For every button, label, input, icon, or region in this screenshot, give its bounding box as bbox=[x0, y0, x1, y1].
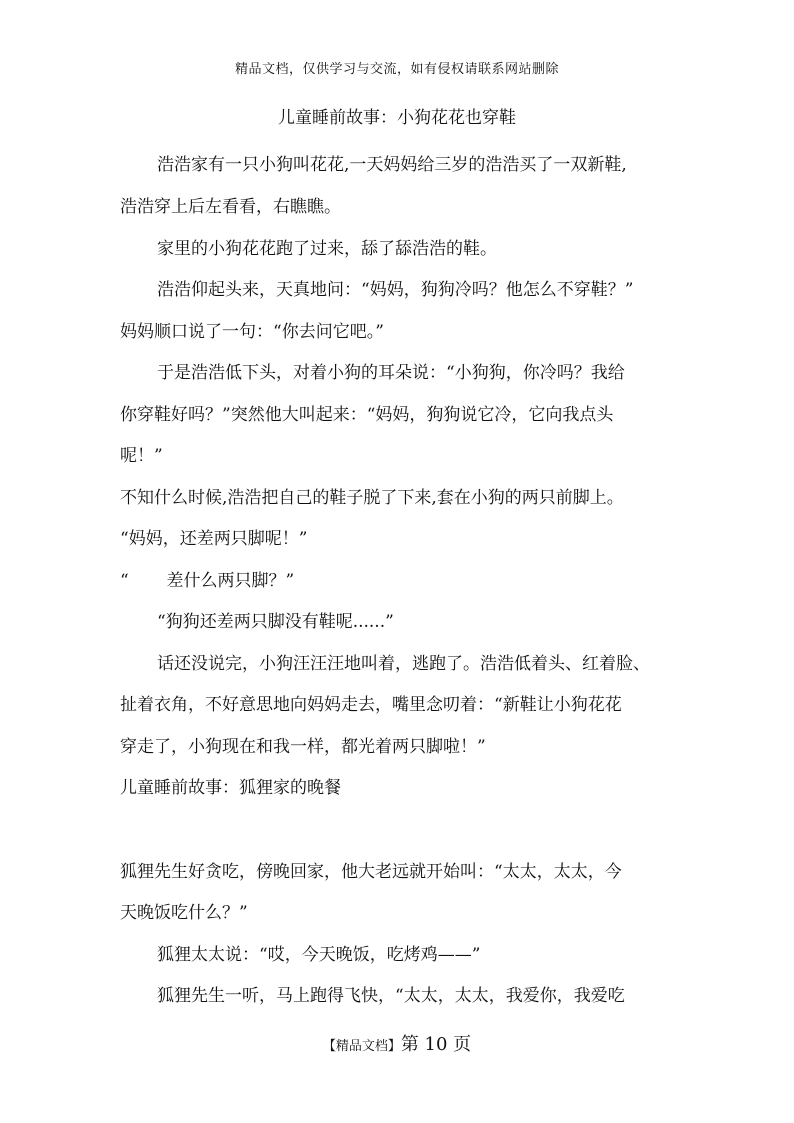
page-footer bbox=[0, 1030, 794, 1056]
paragraph-line: 狐狸先生一听，马上跑得飞快，“太太，太太，我爱你，我爱吃 bbox=[157, 986, 625, 1006]
paragraph-line: “妈妈，还差两只脚呢！” bbox=[120, 529, 308, 549]
paragraph-line: 天晚饭吃什么？” bbox=[120, 903, 248, 923]
story-title-fox: 儿童睡前故事：狐狸家的晚餐 bbox=[120, 778, 341, 798]
paragraph-line: 狐狸太太说：“哎，今天晚饭，吃烤鸡——” bbox=[157, 945, 481, 965]
paragraph-line: 浩浩家有一只小狗叫花花,一天妈妈给三岁的浩浩买了一双新鞋, bbox=[157, 155, 627, 175]
paragraph-line: 家里的小狗花花跑了过来，舔了舔浩浩的鞋。 bbox=[157, 239, 497, 259]
footer-tag: 【精品文档】 bbox=[322, 1039, 401, 1054]
paragraph-line: 浩浩仰起头来，天真地问：“妈妈，狗狗冷吗？他怎么不穿鞋？” bbox=[157, 280, 634, 300]
paragraph-line: 妈妈顺口说了一句：“你去问它吧。” bbox=[120, 322, 384, 342]
paragraph-line: 浩浩穿上后左看看，右瞧瞧。 bbox=[120, 197, 341, 217]
paragraph-line: 你穿鞋好吗？”突然他大叫起来：“妈妈，狗狗说它冷，它向我点头 bbox=[120, 405, 614, 425]
paragraph-line: 不知什么时候,浩浩把自己的鞋子脱了下来,套在小狗的两只前脚上。 bbox=[120, 488, 624, 508]
paragraph-line: 穿走了，小狗现在和我一样，都光着两只脚啦！” bbox=[120, 737, 486, 757]
paragraph-line: 于是浩浩低下头，对着小狗的耳朵说：“小狗狗，你冷吗？我给 bbox=[157, 363, 625, 383]
page-number: 第 10 页 bbox=[400, 1034, 472, 1055]
paragraph-line: 呢！” bbox=[120, 446, 163, 466]
paragraph-line: 话还没说完，小狗汪汪汪地叫着，逃跑了。浩浩低着头、红着脸、 bbox=[157, 654, 650, 674]
document-header-notice: 精品文档，仅供学习与交流，如有侵权请联系网站删除 bbox=[234, 62, 559, 77]
paragraph-line: “狗狗还差两只脚没有鞋呢......” bbox=[157, 612, 394, 632]
story-title-puppy: 儿童睡前故事：小狗花花也穿鞋 bbox=[278, 108, 516, 128]
paragraph-line: 扯着衣角，不好意思地向妈妈走去，嘴里念叨着：“新鞋让小狗花花 bbox=[120, 695, 622, 715]
paragraph-line: “ 差什么两只脚？” bbox=[120, 571, 295, 591]
paragraph-line: 狐狸先生好贪吃，傍晚回家，他大老远就开始叫：“太太，太太，今 bbox=[120, 862, 622, 882]
